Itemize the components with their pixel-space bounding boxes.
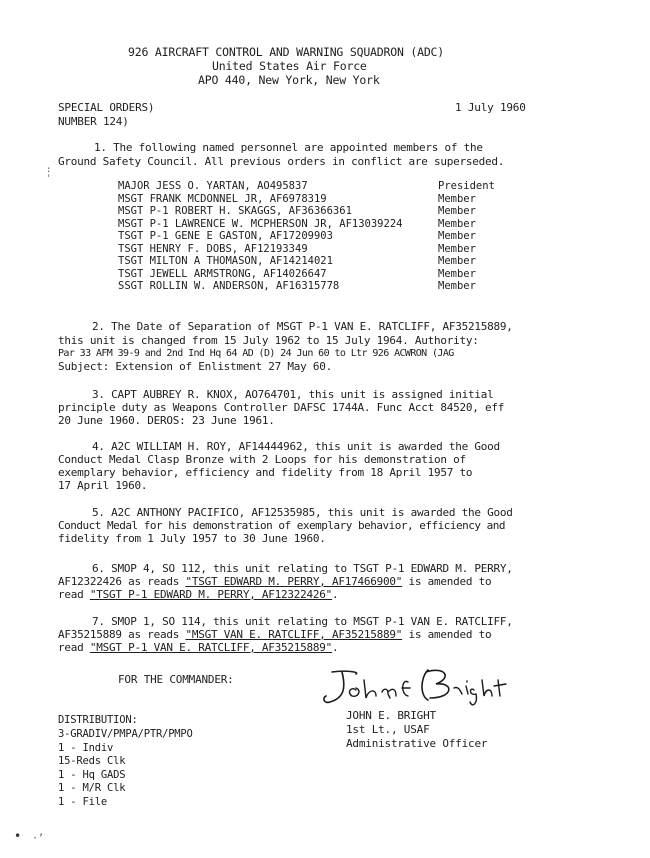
paragraph-line: fidelity from 1 July 1957 to 30 June 1960. xyxy=(58,532,326,545)
roster-row xyxy=(118,255,508,268)
roster-row xyxy=(118,230,508,243)
member-name: TSGT HENRY F. DOBS, AF12193349 xyxy=(118,242,308,255)
member-role: Member xyxy=(438,255,476,267)
member-role: Member xyxy=(438,217,476,230)
line-segment: . xyxy=(332,641,339,654)
distribution-heading: DISTRIBUTION: xyxy=(58,714,138,726)
member-role: President xyxy=(438,180,495,192)
distribution-item: 1 - File xyxy=(58,795,107,808)
paragraph-line: principle duty as Weapons Controller DAFSC 1744A. Func Acct 84520, eff xyxy=(58,401,505,414)
member-name: TSGT P-1 GENE E GASTON, AF17209903 xyxy=(118,230,333,242)
paragraph-line xyxy=(58,628,491,641)
paragraph-line: Conduct Medal Clasp Bronze with 2 Loops for his demonstration of xyxy=(58,453,466,466)
paragraph-line: 5. A2C ANTHONY PACIFICO, AF12535985, this unit is awarded the Good xyxy=(92,506,513,519)
order-date: 1 July 1960 xyxy=(455,101,526,114)
paragraph-line: 7. SMOP 1, SO 114, this unit relating to MSGT P-1 VAN E. RATCLIFF, xyxy=(92,615,513,628)
paragraph-line: Par 33 AFM 39-9 and 2nd Ind Hq 64 AD (D) 24 Jun 60 to Ltr 926 ACWRON (JAG xyxy=(58,348,454,359)
distribution-item: 1 - M/R Clk xyxy=(58,782,126,794)
signer-rank: 1st Lt., USAF xyxy=(346,723,430,736)
paragraph-line: exemplary behavior, efficiency and fidelity from 18 April 1957 to xyxy=(58,466,473,479)
line-segment: read xyxy=(58,641,90,654)
unit-name-heading: 926 AIRCRAFT CONTROL AND WARNING SQUADRON (ADC) xyxy=(128,45,445,59)
roster-row xyxy=(118,280,508,293)
distribution-item: 1 - Hq GADS xyxy=(58,768,126,781)
margin-mark: ·’ xyxy=(32,833,44,844)
member-name: TSGT MILTON A THOMASON, AF14214021 xyxy=(118,255,333,267)
address-heading: APO 440, New York, New York xyxy=(198,73,380,87)
paragraph-line: Subject: Extension of Enlistment 27 May 60. xyxy=(58,360,333,373)
line-segment: is amended to xyxy=(402,628,492,641)
paragraph-line: 17 April 1960. xyxy=(58,479,148,492)
paragraph-line: 4. A2C WILLIAM H. ROY, AF14444962, this unit is awarded the Good xyxy=(92,440,500,453)
member-name: MSGT P-1 ROBERT H. SKAGGS, AF36366361 xyxy=(118,205,352,217)
roster-row xyxy=(118,193,508,206)
underlined-citation: "TSGT EDWARD M. PERRY, AF17466900" xyxy=(185,575,403,588)
member-role: Member xyxy=(438,280,476,292)
line-segment: . xyxy=(332,588,339,601)
paragraph-line: 2. The Date of Separation of MSGT P-1 VAN E. RATCLIFF, AF35215889, xyxy=(92,320,513,333)
line-segment: AF35215889 as reads xyxy=(58,628,186,641)
paragraph-line: this unit is changed from 15 July 1962 to 15 July 1964. Authority: xyxy=(58,334,479,347)
distribution-item: 1 - Indiv xyxy=(58,741,114,754)
council-roster xyxy=(118,180,508,293)
service-branch-heading: United States Air Force xyxy=(212,59,367,73)
margin-mark: : ' xyxy=(46,165,52,184)
member-role: Member xyxy=(438,242,476,255)
distribution-item: 3-GRADIV/PMPA/PTR/PMPO xyxy=(58,728,193,740)
member-role: Member xyxy=(438,230,476,242)
member-name: MSGT FRANK MCDONNEL JR, AF6978319 xyxy=(118,192,327,205)
member-name: TSGT JEWELL ARMSTRONG, AF14026647 xyxy=(118,267,327,280)
roster-row xyxy=(118,218,508,231)
roster-row xyxy=(118,205,508,218)
line-segment: read xyxy=(58,588,90,601)
special-orders-label: SPECIAL ORDERS) xyxy=(58,101,155,114)
roster-row xyxy=(118,268,508,281)
paragraph-line: Conduct Medal for his demonstration of exemplary behavior, efficiency and xyxy=(58,519,505,532)
for-the-commander: FOR THE COMMANDER: xyxy=(118,673,234,686)
signer-title: Administrative Officer xyxy=(346,737,488,750)
paragraph-line: 1. The following named personnel are appointed members of the xyxy=(94,141,483,154)
line-segment: AF12322426 as reads xyxy=(58,575,186,588)
margin-mark: • xyxy=(14,829,22,843)
paragraph-line xyxy=(58,575,491,588)
underlined-citation: "TSGT P-1 EDWARD M. PERRY, AF12322426" xyxy=(89,588,333,601)
member-role: Member xyxy=(438,267,476,280)
paragraph-line xyxy=(58,641,338,654)
paragraph-line xyxy=(58,588,338,601)
member-name: MSGT P-1 LAWRENCE W. MCPHERSON JR, AF13039224 xyxy=(118,217,403,230)
member-name: MAJOR JESS O. YARTAN, AO495837 xyxy=(118,180,308,192)
member-role: Member xyxy=(438,205,476,217)
roster-row xyxy=(118,243,508,256)
underlined-citation: "MSGT VAN E. RATCLIFF, AF35215889" xyxy=(185,628,403,641)
paragraph-line: 6. SMOP 4, SO 112, this unit relating to TSGT P-1 EDWARD M. PERRY, xyxy=(92,562,513,575)
distribution-item: 15-Reds Clk xyxy=(58,755,126,767)
handwritten-signature xyxy=(316,664,526,708)
paragraph-line: 3. CAPT AUBREY R. KNOX, AO764701, this unit is assigned initial xyxy=(92,388,494,401)
paragraph-line: 20 June 1960. DEROS: 23 June 1961. xyxy=(58,414,275,427)
underlined-citation: "MSGT P-1 VAN E. RATCLIFF, AF35215889" xyxy=(89,641,333,654)
member-name: SSGT ROLLIN W. ANDERSON, AF16315778 xyxy=(118,280,340,292)
line-segment: is amended to xyxy=(402,575,492,588)
paragraph-line: Ground Safety Council. All previous orders in conflict are superseded. xyxy=(58,155,505,168)
roster-row xyxy=(118,180,508,193)
order-number-label: NUMBER 124) xyxy=(58,115,129,128)
member-role: Member xyxy=(438,192,476,205)
signer-name: JOHN E. BRIGHT xyxy=(346,709,436,722)
